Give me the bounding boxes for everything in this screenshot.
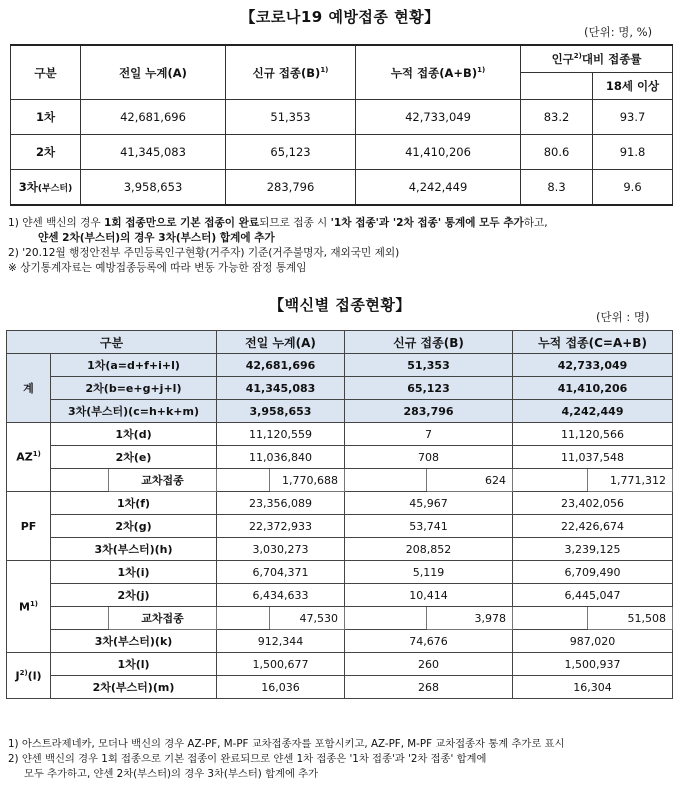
table-row: 계 1차(a=d+f+i+l) 42,681,696 51,353 42,733,049 (7, 354, 673, 377)
header-adult: 18세 이상 (593, 73, 673, 100)
table-row: $M^{1)}$ 1차(i) 6,704,371 5,119 6,709,490 (7, 561, 673, 584)
header-rate: 인구$^{2)}$대비 접종률 (521, 45, 673, 73)
table-row: 3차(부스터) 3,958,653 283,796 4,242,449 8.3 9.6 (11, 170, 673, 206)
header-prev-total: 전일 누계(A) (217, 331, 345, 354)
table-row: 교차접종 1,770,688 624 1,771,312 (7, 469, 673, 492)
table-row: 2차(g) 22,372,933 53,741 22,426,674 (7, 515, 673, 538)
table-row: 1차 42,681,696 51,353 42,733,049 83.2 93.7 (11, 100, 673, 135)
section-title: 【백신별 접종현황】 (269, 296, 411, 314)
header-cumulative: 누적 접종(C=A+B) (513, 331, 673, 354)
footnotes-vaccine: 1) 아스트라제네카, 모더나 백신의 경우 AZ-PF, M-PF 교차접종자를 포함시키고, AZ-PF, M-PF 교차접종자 통계 추가로 표시 2) 얀센 백신의 경우 1회 접종으로 기본 접종이 완료되므로 얀센 1차 접종은 '1차 접종'과 '2차 접종' 합계에 모두 추가하고, 얀센 2차(부스터)의 경우 3차(부스터) 합계에 추가 (8, 738, 565, 780)
header-prev-total: 전일 누계(A) (81, 45, 226, 100)
table-row: 2차 41,345,083 65,123 41,410,206 80.6 91.8 (11, 135, 673, 170)
header-new: 신규 접종(B) (345, 331, 513, 354)
table-row: 3차(부스터)(h) 3,030,273 208,852 3,239,125 (7, 538, 673, 561)
header-cumulative: 누적 접종$(A+B)^{1)}$ (356, 45, 521, 100)
table-row: 2차(b=e+g+j+l) 41,345,083 65,123 41,410,206 (7, 377, 673, 400)
unit-label: (단위: 명, %) (584, 25, 653, 39)
vaccine-breakdown-table (6, 330, 673, 699)
vaccination-summary-table (10, 44, 673, 206)
table-row: 2차(j) 6,434,633 10,414 6,445,047 (7, 584, 673, 607)
table-row: 3차(부스터)(c=h+k+m) 3,958,653 283,796 4,242,449 (7, 400, 673, 423)
table-row: AZ$^{1)}$ 1차(d) 11,120,559 7 11,120,566 (7, 423, 673, 446)
table-row: PF 1차(f) 23,356,089 45,967 23,402,056 (7, 492, 673, 515)
unit-label: (단위 : 명) (596, 310, 650, 324)
table-row: 교차접종 47,530 3,978 51,508 (7, 607, 673, 630)
footnotes-summary: 1) 얀센 백신의 경우 1회 접종만으로 기본 접종이 완료되므로 접종 시 '1차 접종'과 '2차 접종' 통계에 모두 추가하고, 얀센 2차(부스터)의 경우 3차(부스터) 합계에 추가 2) '20.12월 행정안전부 주민등록인구현황(거주자) 기준(거주불명자, 재외국민 제외) ※ 상기통계자료는 예방접종등록에 따라 변동 가능한 잠정 통계임 (8, 217, 548, 274)
table-row: 2차(e) 11,036,840 708 11,037,548 (7, 446, 673, 469)
table-row: 2차(부스터)(m) 16,036 268 16,304 (7, 676, 673, 699)
page-title: 【코로나19 예방접종 현황】 (240, 8, 440, 26)
table-row: $J^{2)}(l)$ 1차(l) 1,500,677 260 1,500,937 (7, 653, 673, 676)
header-category: 구분 (11, 45, 81, 100)
header-new: 신규 접종$(B)^{1)}$ (226, 45, 356, 100)
table-row: 3차(부스터)(k) 912,344 74,676 987,020 (7, 630, 673, 653)
header-category: 구분 (7, 331, 217, 354)
